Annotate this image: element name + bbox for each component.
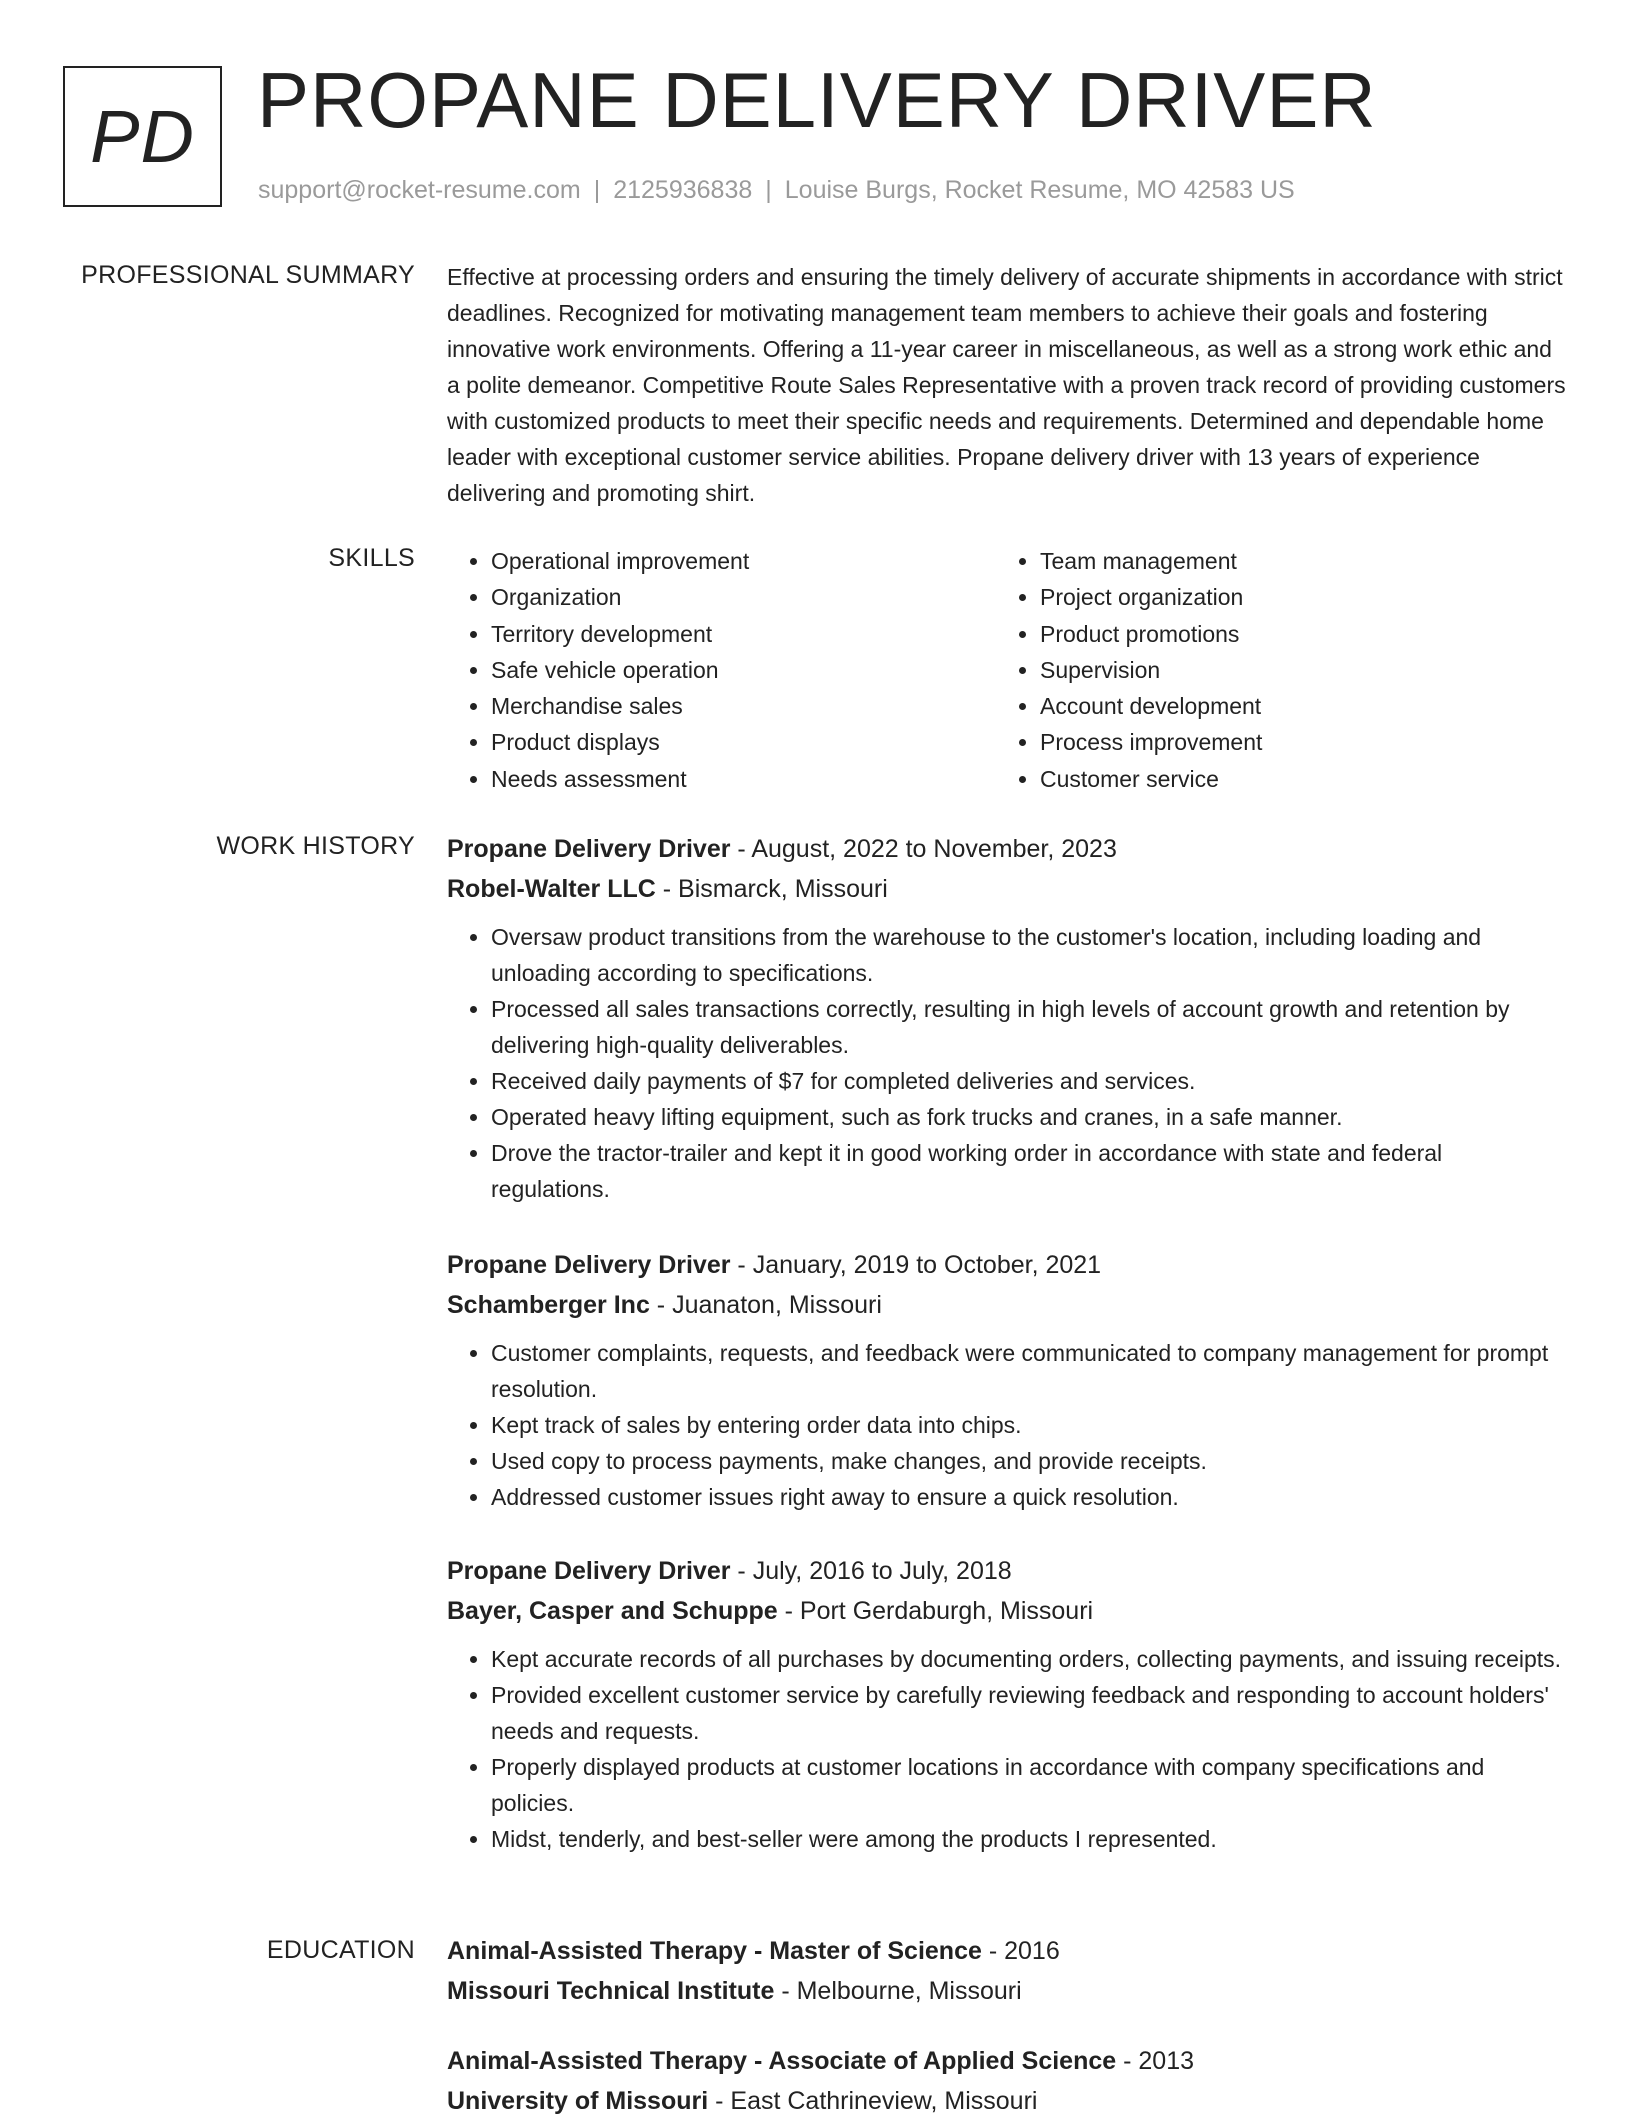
- job-title: Propane Delivery Driver: [447, 835, 731, 863]
- skill-item: • Product promotions: [1040, 616, 1545, 652]
- job-duty: • Customer complaints, requests, and feedback were communicated to company management for prompt resolution.: [491, 1335, 1567, 1407]
- job-title-line: [447, 1245, 1567, 1285]
- degree: Animal-Assisted Therapy - Associate of Applied Science: [447, 2047, 1117, 2075]
- job-location: - Bismarck, Missouri: [655, 875, 888, 903]
- job-dates: - August, 2022 to November, 2023: [730, 835, 1117, 863]
- job-company-line: [447, 869, 1567, 909]
- skills-heading: SKILLS: [328, 544, 415, 572]
- degree-line: [447, 2041, 1567, 2081]
- job-company-line: [447, 1285, 1567, 1325]
- job-duty: • Midst, tenderly, and best-seller were among the products I represented.: [491, 1821, 1567, 1857]
- skill-item: • Supervision: [1040, 652, 1545, 688]
- job-duty: • Used copy to process payments, make changes, and provide receipts.: [491, 1443, 1567, 1479]
- summary-text: Effective at processing orders and ensuring the timely delivery of accurate shipments in accordance with strict deadlines. Recognized for motivating management team members to achieve their goals and fostering innovative work environments. Offering a 11-year career in miscellaneous, as well as a strong work ethic and a polite demeanor. Competitive Route Sales Representative with a proven track record of providing customers with customized products to meet their specific needs and requirements. Determined and dependable home leader with exceptional customer service abilities. Propane delivery driver with 13 years of experience delivering and promoting shirt.: [447, 264, 1566, 506]
- job-company-line: [447, 1591, 1567, 1631]
- job-duty: • Drove the tractor-trailer and kept it in good working order in accordance with state and federal regulations.: [491, 1135, 1567, 1207]
- job-company: Schamberger Inc: [447, 1291, 650, 1319]
- job-duty: • Kept track of sales by entering order data into chips.: [491, 1407, 1567, 1443]
- summary-heading: PROFESSIONAL SUMMARY: [81, 261, 415, 289]
- job-duties: [447, 919, 1567, 1207]
- skill-item: • Team management: [1040, 543, 1545, 579]
- job-location: - Juanaton, Missouri: [649, 1291, 882, 1319]
- job-entry: [447, 829, 1567, 1207]
- skill-item: • Organization: [491, 579, 996, 615]
- degree-line: [447, 1931, 1567, 1971]
- work-history-heading: WORK HISTORY: [216, 832, 415, 860]
- job-duty: • Oversaw product transitions from the warehouse to the customer's location, including loading and unloading according to specifications.: [491, 919, 1567, 991]
- job-company: Bayer, Casper and Schuppe: [447, 1597, 778, 1625]
- contact-separator: |: [593, 176, 601, 204]
- job-duties: [447, 1641, 1567, 1857]
- job-duty: • Provided excellent customer service by carefully reviewing feedback and responding to account holders' needs and requests.: [491, 1677, 1567, 1749]
- monogram-badge: PD: [63, 66, 222, 207]
- education-heading: EDUCATION: [266, 1936, 415, 1964]
- summary-section: [447, 259, 1567, 511]
- school: University of Missouri: [447, 2087, 709, 2115]
- skill-item: • Customer service: [1040, 761, 1545, 797]
- job-title-line: [447, 1551, 1567, 1591]
- skill-item: • Operational improvement: [491, 543, 996, 579]
- job-title: Propane Delivery Driver: [447, 1557, 731, 1585]
- skills-list-right: [996, 543, 1545, 797]
- job-duties: [447, 1335, 1567, 1515]
- job-entry: [447, 1551, 1567, 1857]
- contact-phone[interactable]: 2125936838: [613, 176, 753, 204]
- job-duty: • Properly displayed products at customer locations in accordance with company specifications and policies.: [491, 1749, 1567, 1821]
- skills-section: [447, 543, 1567, 797]
- job-dates: - July, 2016 to July, 2018: [730, 1557, 1012, 1585]
- education-entry: [447, 2041, 1567, 2121]
- job-company: Robel-Walter LLC: [447, 875, 656, 903]
- skill-item: • Product displays: [491, 724, 996, 760]
- skill-item: • Merchandise sales: [491, 688, 996, 724]
- skill-item: • Needs assessment: [491, 761, 996, 797]
- job-duty: • Operated heavy lifting equipment, such as fork trucks and cranes, in a safe manner.: [491, 1099, 1567, 1135]
- skill-item: • Project organization: [1040, 579, 1545, 615]
- job-duty: • Kept accurate records of all purchases by documenting orders, collecting payments, and issuing receipts.: [491, 1641, 1567, 1677]
- job-duty: • Received daily payments of $7 for completed deliveries and services.: [491, 1063, 1567, 1099]
- skill-item: • Account development: [1040, 688, 1545, 724]
- skill-item: • Territory development: [491, 616, 996, 652]
- degree-year: - 2016: [981, 1937, 1060, 1965]
- job-entry: [447, 1245, 1567, 1515]
- job-title-line: [447, 829, 1567, 869]
- job-title: Propane Delivery Driver: [447, 1251, 731, 1279]
- skill-item: • Process improvement: [1040, 724, 1545, 760]
- degree: Animal-Assisted Therapy - Master of Science: [447, 1937, 982, 1965]
- job-dates: - January, 2019 to October, 2021: [730, 1251, 1102, 1279]
- degree-year: - 2013: [1116, 2047, 1195, 2075]
- job-duty: • Addressed customer issues right away to ensure a quick resolution.: [491, 1479, 1567, 1515]
- contact-line: [258, 176, 1295, 205]
- education-entry: [447, 1931, 1567, 2011]
- contact-address: Louise Burgs, Rocket Resume, MO 42583 US: [784, 176, 1295, 204]
- page-title: PROPANE DELIVERY DRIVER: [257, 56, 1377, 144]
- skills-list-left: [447, 543, 996, 797]
- school-line: [447, 2081, 1567, 2121]
- school-location: - Melbourne, Missouri: [774, 1977, 1022, 2005]
- school: Missouri Technical Institute: [447, 1977, 775, 2005]
- job-duty: • Processed all sales transactions correctly, resulting in high levels of account growth and retention by delivering high-quality deliverables.: [491, 991, 1567, 1063]
- school-line: [447, 1971, 1567, 2011]
- school-location: - East Cathrineview, Missouri: [708, 2087, 1038, 2115]
- skill-item: • Safe vehicle operation: [491, 652, 996, 688]
- job-location: - Port Gerdaburgh, Missouri: [777, 1597, 1094, 1625]
- contact-email[interactable]: support@rocket-resume.com: [258, 176, 581, 204]
- contact-separator: |: [765, 176, 772, 204]
